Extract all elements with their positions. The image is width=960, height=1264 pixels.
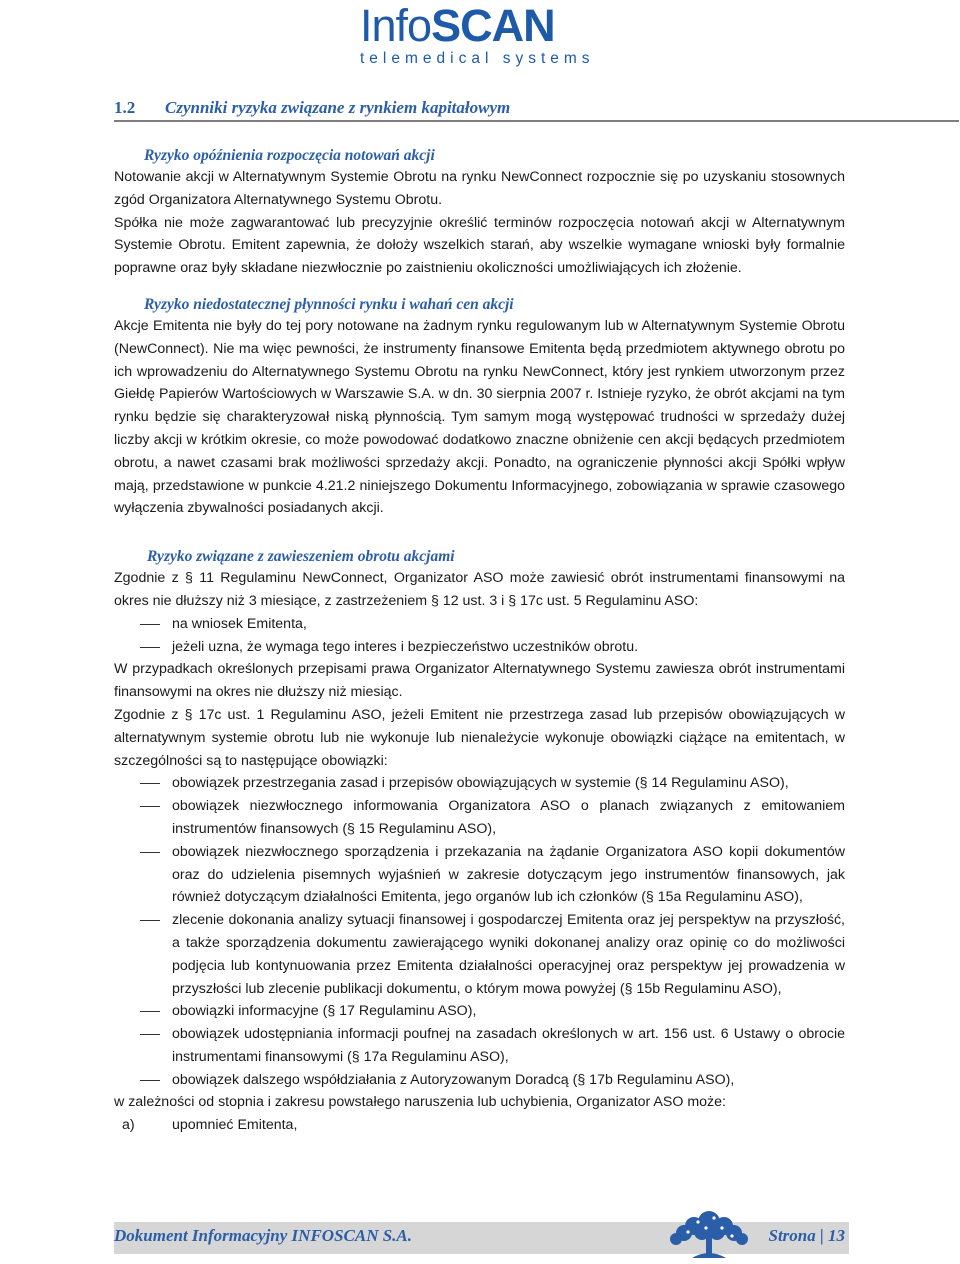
dash-bullet [140, 1011, 160, 1012]
dash-bullet [140, 806, 160, 807]
dash-bullet [140, 1034, 160, 1035]
logo-tagline: telemedical systems [360, 50, 595, 67]
dash-bullet [140, 1080, 160, 1081]
risk3-paragraph-2: W przypadkach określonych przepisami prawa Organizator Alternatywnego Systemu zawiesza obrót instrumentami finansowymi na okres nie dłuższy niż miesiąc. [114, 661, 845, 701]
footer-document-title: Dokument Informacyjny INFOSCAN S.A. [114, 1226, 413, 1245]
dash-bullet [140, 624, 160, 625]
dash-bullet [140, 783, 160, 784]
list-item: obowiązek dalszego współdziałania z Autoryzowanym Doradcą (§ 17b Regulaminu ASO), [114, 1069, 845, 1092]
risk3-heading: Ryzyko związane z zawieszeniem obrotu akcjami [147, 548, 455, 566]
risk2-heading: Ryzyko niedostatecznej płynności rynku i wahań cen akcji [144, 295, 514, 313]
list-label: a) [122, 1117, 135, 1134]
risk3-paragraph-1: Zgodnie z § 11 Regulaminu NewConnect, Organizator ASO może zawiesić obrót instrumentami finansowymi na okres nie dłuższy niż 3 miesiące, z zastrzeżeniem § 12 ust. 3 i § 17c ust. 5 Regulaminu ASO: [114, 570, 845, 609]
dash-bullet [140, 852, 160, 853]
risk1-paragraph-1: Notowanie akcji w Alternatywnym Systemie Obrotu na rynku NewConnect rozpocznie się po uzyskaniu stosownych zgód Organizatora Alternatywnego Systemu Obrotu. [114, 169, 845, 208]
list-item: jeżeli uzna, że wymaga tego interes i bezpieczeństwo uczestników obrotu. [114, 636, 845, 659]
list-item: zlecenie dokonania analizy sytuacji finansowej i gospodarczej Emitenta oraz jej perspektyw na przyszłość, a także sporządzenia dokumentu zawierającego wyniki dokonanej analizy oraz opinię co do możliwości podjęcia lub kontynuowania przez Emitenta działalności operacyjnej oraz perspektyw jej prowadzenia w przyszłości lub zlecenie publikacji dokumentu, o którym mowa powyżej (§ 15b Regulaminu ASO), [114, 909, 845, 1000]
dash-bullet [140, 647, 160, 648]
list-item: obowiązek udostępniania informacji poufnej na zasadach określonych w art. 156 ust. 6 Ustawy o obrocie instrumentami finansowymi (§ 17a Regulaminu ASO), [114, 1023, 845, 1069]
list-item: a) upomnieć Emitenta, [114, 1114, 845, 1137]
list-item: obowiązek niezwłocznego sporządzenia i przekazania na żądanie Organizatora ASO kopii dokumentów oraz do udzielenia pisemnych wyjaśnień w zakresie dotyczącym jego instrumentów finansowych, jak również dotyczącym działalności Emitenta, jego organów lub ich członków (§ 15a Regulaminu ASO), [114, 841, 845, 909]
organizer-actions-list [114, 1114, 845, 1137]
risk3-paragraph-4: w zależności od stopnia i zakresu powstałego naruszenia lub uchybienia, Organizator ASO może: [114, 1094, 726, 1111]
infoscan-logo [360, 0, 605, 68]
section-number: 1.2 [114, 98, 136, 117]
list-item: obowiązki informacyjne (§ 17 Regulaminu ASO), [114, 1000, 845, 1023]
logo-wordmark: InfoSCAN [360, 0, 555, 51]
section-title [114, 98, 959, 122]
issuer-obligations-list [114, 772, 845, 1091]
risk3-paragraph-3: Zgodnie z § 17c ust. 1 Regulaminu ASO, jeżeli Emitent nie przestrzega zasad lub przepisów obowiązujących w alternatywnym systemie obrotu lub nie wykonuje lub nienależycie wykonuje obowiązki ciążące na emitentach, w szczególności są to następujące obowiązki: [114, 706, 845, 769]
document-body [114, 145, 845, 1137]
risk2-paragraph-1: Akcje Emitenta nie były do tej pory notowane na żadnym rynku regulowanym lub w Alternatywnym Systemie Obrotu (NewConnect). Nie ma więc pewności, że instrumenty finansowe Emitenta będą przedmiotem aktywnego obrotu po ich wprowadzeniu do Alternatywnego Systemu Obrotu na rynku NewConnect, który jest rynkiem utworzonym przez Giełdę Papierów Wartościowych w Warszawie S.A. w dn. 30 sierpnia 2007 r. Istnieje ryzyko, że obrót akcjami na tym rynku będzie się charakteryzował niską płynnością. Tym samym mogą występować trudności w sprzedaży dużej liczby akcji w krótkim okresie, co może powodować dodatkowo znaczne obniżenie cen akcji będących przedmiotem obrotu, a nawet czasami brak możliwości sprzedaży akcji. Ponadto, na ograniczenie płynności akcji Spółki wpływ mają, przedstawione w punkcie 4.21.2 niniejszego Dokumentu Informacyjnego, zobowiązania w sprawie czasowego wyłączenia zbywalności posiadanych akcji. [114, 317, 845, 517]
footer-page-number: Strona | 13 [768, 1226, 845, 1245]
list-item: obowiązek przestrzegania zasad i przepisów obowiązujących w systemie (§ 14 Regulaminu ASO), [114, 772, 845, 795]
list-item: na wniosek Emitenta, [114, 613, 845, 636]
risk1-heading: Ryzyko opóźnienia rozpoczęcia notowań akcji [144, 147, 435, 164]
section-title-text: Czynniki ryzyka związane z rynkiem kapitałowym [165, 98, 511, 117]
suspension-reasons-list [114, 613, 845, 659]
risk1-paragraph-2: Spółka nie może zagwarantować lub precyzyjnie określić terminów rozpoczęcia notowań akcji w Alternatywnym Systemie Obrotu. Emitent zapewnia, że dołoży wszelkich starań, aby wszelkie wymagane wnioski były formalnie poprawne oraz były składane niezwłocznie po zaistnieniu okoliczności umożliwiających ich złożenie. [114, 214, 845, 277]
dash-bullet [140, 920, 160, 921]
list-item: obowiązek niezwłocznego informowania Organizatora ASO o planach związanych z emitowaniem instrumentów finansowych (§ 15 Regulaminu ASO), [114, 795, 845, 841]
tree-logo-icon [662, 1208, 756, 1262]
